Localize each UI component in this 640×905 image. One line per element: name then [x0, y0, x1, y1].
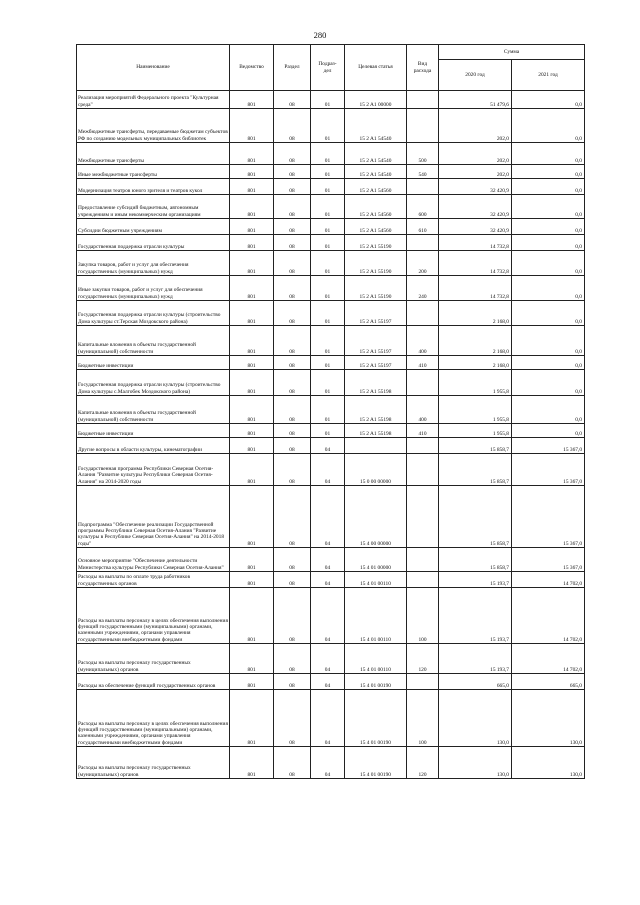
row-dept: 801 — [230, 396, 274, 424]
table-row — [77, 109, 585, 143]
row-sum-2020: 1 955,8 — [439, 370, 512, 396]
row-section: 08 — [274, 548, 311, 572]
row-sum-2020: 15 858,7 — [439, 454, 512, 486]
table-row — [77, 143, 585, 165]
row-exp-type: 400 — [407, 396, 439, 424]
row-name: Бюджетные инвестиции — [77, 424, 230, 438]
row-sum-2021: 15 367,0 — [512, 486, 585, 548]
table-row — [77, 179, 585, 195]
row-sum-2020: 1 955,8 — [439, 424, 512, 438]
row-subsection: 04 — [311, 548, 345, 572]
row-sum-2021: 0,0 — [512, 356, 585, 370]
table-row — [77, 644, 585, 674]
row-name: Межбюджетные трансферты, передаваемые бюджетам субъектов РФ по созданию модельных муниципальных библиотек — [77, 109, 230, 143]
row-sum-2020: 14 732,8 — [439, 276, 512, 301]
row-sum-2021: 0,0 — [512, 165, 585, 179]
row-subsection: 01 — [311, 195, 345, 219]
row-section: 08 — [274, 644, 311, 674]
row-name: Межбюджетные трансферты — [77, 143, 230, 165]
table-row — [77, 674, 585, 690]
row-exp-type: 240 — [407, 276, 439, 301]
row-exp-type: 200 — [407, 251, 439, 276]
row-subsection: 01 — [311, 370, 345, 396]
row-sum-2021: 0,0 — [512, 251, 585, 276]
row-sum-2020: 2 168,0 — [439, 301, 512, 326]
row-exp-type: 100 — [407, 588, 439, 644]
table-row — [77, 276, 585, 301]
row-name: Модернизация театров юного зрителя и театров кукол — [77, 179, 230, 195]
row-sum-2020: 51 479,6 — [439, 91, 512, 109]
row-subsection: 04 — [311, 438, 345, 454]
table-row — [77, 251, 585, 276]
row-target: 15 4 01 00110 — [345, 644, 407, 674]
row-subsection: 01 — [311, 143, 345, 165]
row-section: 08 — [274, 572, 311, 588]
row-sum-2020: 32 420,9 — [439, 219, 512, 235]
row-target: 15 2 A1 54540 — [345, 109, 407, 143]
row-name: Иные межбюджетные трансферты — [77, 165, 230, 179]
row-name: Государственная программа Республики Северная Осетия-Алания "Развитие культуры Республики Северная Осетия-Алания" на 2014-2020 годы — [77, 454, 230, 486]
table-row — [77, 690, 585, 747]
row-section: 08 — [274, 219, 311, 235]
row-subsection: 01 — [311, 235, 345, 251]
row-subsection: 04 — [311, 486, 345, 548]
row-sum-2021: 0,0 — [512, 276, 585, 301]
table-row — [77, 396, 585, 424]
row-sum-2021: 130,0 — [512, 690, 585, 747]
row-subsection: 01 — [311, 251, 345, 276]
row-exp-type — [407, 548, 439, 572]
row-name: Подпрограмма "Обеспечение реализации Государственной программы Республики Северная Осетия-Алания "Развитие культуры в Республике Северная Осетия-Алания" на 2014-2018 годы" — [77, 486, 230, 548]
row-dept: 801 — [230, 438, 274, 454]
row-sum-2020: 130,0 — [439, 690, 512, 747]
row-name: Расходы на выплаты персоналу в целях обеспечения выполнения функций государственными (муниципальными) органами, казенными учреждениями, органами управления государственными внебюджетными фондами — [77, 588, 230, 644]
row-exp-type — [407, 235, 439, 251]
row-sum-2021: 0,0 — [512, 396, 585, 424]
row-subsection: 01 — [311, 165, 345, 179]
row-sum-2020: 32 420,9 — [439, 179, 512, 195]
row-section: 08 — [274, 588, 311, 644]
row-sum-2020: 202,0 — [439, 143, 512, 165]
row-sum-2020: 665,0 — [439, 674, 512, 690]
row-section: 08 — [274, 91, 311, 109]
row-sum-2020: 32 420,9 — [439, 195, 512, 219]
row-name: Расходы на выплаты персоналу государственных (муниципальных) органов — [77, 644, 230, 674]
row-exp-type: 600 — [407, 195, 439, 219]
row-target: 15 2 A1 55197 — [345, 356, 407, 370]
row-section: 08 — [274, 396, 311, 424]
row-sum-2021: 0,0 — [512, 219, 585, 235]
row-name: Расходы на выплаты по оплате труда работников государственных органов — [77, 572, 230, 588]
row-dept: 801 — [230, 572, 274, 588]
row-section: 08 — [274, 356, 311, 370]
row-subsection: 01 — [311, 326, 345, 356]
row-exp-type — [407, 301, 439, 326]
row-sum-2021: 14 702,0 — [512, 572, 585, 588]
page-number: 280 — [313, 30, 327, 40]
row-sum-2020: 15 858,7 — [439, 548, 512, 572]
row-dept: 801 — [230, 195, 274, 219]
row-section: 08 — [274, 674, 311, 690]
row-exp-type — [407, 674, 439, 690]
row-section: 08 — [274, 235, 311, 251]
row-target: 15 2 A1 54540 — [345, 165, 407, 179]
row-sum-2021: 130,0 — [512, 747, 585, 779]
row-subsection: 04 — [311, 588, 345, 644]
row-subsection: 01 — [311, 356, 345, 370]
row-sum-2020: 15 858,7 — [439, 486, 512, 548]
row-section: 08 — [274, 370, 311, 396]
table-row — [77, 91, 585, 109]
row-subsection: 01 — [311, 109, 345, 143]
row-target: 15 2 A1 55198 — [345, 424, 407, 438]
header-exp-type: Вид расхода — [407, 45, 439, 91]
row-name: Государственная поддержка отрасли культуры (строительство Дома культуры с.Малгобек Моздокского района) — [77, 370, 230, 396]
row-name: Государственная поддержка отрасли культуры — [77, 235, 230, 251]
row-sum-2020: 15 193,7 — [439, 644, 512, 674]
row-dept: 801 — [230, 747, 274, 779]
table-row — [77, 438, 585, 454]
row-target: 15 2 A1 00000 — [345, 91, 407, 109]
budget-table — [76, 44, 585, 779]
row-dept: 801 — [230, 235, 274, 251]
row-section: 08 — [274, 251, 311, 276]
row-subsection: 04 — [311, 454, 345, 486]
row-dept: 801 — [230, 301, 274, 326]
row-target: 15 4 01 00110 — [345, 588, 407, 644]
row-target: 15 2 A1 55198 — [345, 396, 407, 424]
table-row — [77, 572, 585, 588]
row-sum-2021: 665,0 — [512, 674, 585, 690]
row-name: Другие вопросы в области культуры, кинематографии — [77, 438, 230, 454]
row-target: 15 4 00 00000 — [345, 486, 407, 548]
row-sum-2020: 2 168,0 — [439, 326, 512, 356]
row-target: 15 2 A1 55190 — [345, 235, 407, 251]
row-target: 15 2 A1 55197 — [345, 326, 407, 356]
table-row — [77, 424, 585, 438]
row-exp-type — [407, 109, 439, 143]
row-subsection: 01 — [311, 396, 345, 424]
row-target: 15 2 A1 54540 — [345, 143, 407, 165]
row-exp-type: 540 — [407, 165, 439, 179]
table-row — [77, 356, 585, 370]
row-target: 15 0 00 00000 — [345, 454, 407, 486]
row-sum-2021: 0,0 — [512, 179, 585, 195]
row-section: 08 — [274, 109, 311, 143]
row-section: 08 — [274, 747, 311, 779]
row-sum-2020: 130,0 — [439, 747, 512, 779]
row-dept: 801 — [230, 370, 274, 396]
row-name: Бюджетные инвестиции — [77, 356, 230, 370]
row-sum-2021: 15 367,0 — [512, 438, 585, 454]
row-section: 08 — [274, 690, 311, 747]
row-sum-2020: 14 732,8 — [439, 251, 512, 276]
row-target: 15 4 01 00190 — [345, 690, 407, 747]
row-section: 08 — [274, 276, 311, 301]
table-header — [77, 45, 585, 91]
row-subsection: 01 — [311, 219, 345, 235]
table-row — [77, 370, 585, 396]
row-sum-2020: 15 858,7 — [439, 438, 512, 454]
row-section: 08 — [274, 143, 311, 165]
row-name: Капитальные вложения в объекты государственной (муниципальной) собственности — [77, 396, 230, 424]
row-dept: 801 — [230, 588, 274, 644]
table-row — [77, 235, 585, 251]
header-subsection: Подраз- дел — [311, 45, 345, 91]
header-sum: Сумма — [439, 45, 585, 60]
table-row — [77, 588, 585, 644]
row-dept: 801 — [230, 143, 274, 165]
row-dept: 801 — [230, 91, 274, 109]
row-sum-2020: 2 168,0 — [439, 356, 512, 370]
table-row — [77, 301, 585, 326]
row-sum-2021: 15 367,0 — [512, 454, 585, 486]
row-section: 08 — [274, 301, 311, 326]
row-name: Иные закупки товаров, работ и услуг для обеспечения государственных (муниципальных) нужд — [77, 276, 230, 301]
row-target: 15 2 A1 54560 — [345, 179, 407, 195]
row-target: 15 4 01 00190 — [345, 747, 407, 779]
row-dept: 801 — [230, 356, 274, 370]
row-dept: 801 — [230, 424, 274, 438]
row-name: Расходы на выплаты персоналу государственных (муниципальных) органов — [77, 747, 230, 779]
row-subsection: 01 — [311, 424, 345, 438]
row-sum-2020: 202,0 — [439, 165, 512, 179]
row-name: Капитальные вложения в объекты государственной (муниципальной) собственности — [77, 326, 230, 356]
row-target: 15 2 A1 55198 — [345, 370, 407, 396]
row-sum-2020: 15 193,7 — [439, 588, 512, 644]
row-dept: 801 — [230, 486, 274, 548]
row-target — [345, 438, 407, 454]
row-exp-type — [407, 572, 439, 588]
row-exp-type — [407, 454, 439, 486]
row-target: 15 4 01 00000 — [345, 548, 407, 572]
row-dept: 801 — [230, 219, 274, 235]
row-name: Государственная поддержка отрасли культуры (строительство Дома культуры ст.Терская Моздокского района) — [77, 301, 230, 326]
row-subsection: 01 — [311, 179, 345, 195]
row-section: 08 — [274, 165, 311, 179]
row-section: 08 — [274, 179, 311, 195]
row-sum-2020: 14 732,8 — [439, 235, 512, 251]
header-2021: 2021 год — [512, 60, 585, 91]
row-dept: 801 — [230, 276, 274, 301]
row-section: 08 — [274, 454, 311, 486]
row-dept: 801 — [230, 251, 274, 276]
row-sum-2021: 0,0 — [512, 370, 585, 396]
row-exp-type — [407, 486, 439, 548]
table-row — [77, 747, 585, 779]
header-section: Раздел — [274, 45, 311, 91]
row-section: 08 — [274, 195, 311, 219]
row-name: Расходы на выплаты персоналу в целях обеспечения выполнения функций государственными (муниципальными) органами, казенными учреждениями, органами управления государственными внебюджетными фондами — [77, 690, 230, 747]
row-section: 08 — [274, 424, 311, 438]
row-name: Предоставление субсидий бюджетным, автономным учреждениям и иным некоммерческим организациям — [77, 195, 230, 219]
table-row — [77, 219, 585, 235]
row-sum-2021: 0,0 — [512, 301, 585, 326]
row-exp-type: 120 — [407, 644, 439, 674]
row-section: 08 — [274, 438, 311, 454]
row-sum-2021: 0,0 — [512, 195, 585, 219]
row-name: Закупка товаров, работ и услуг для обеспечения государственных (муниципальных) нужд — [77, 251, 230, 276]
row-sum-2021: 0,0 — [512, 424, 585, 438]
row-sum-2021: 0,0 — [512, 143, 585, 165]
row-subsection: 04 — [311, 644, 345, 674]
row-sum-2021: 0,0 — [512, 91, 585, 109]
row-exp-type: 410 — [407, 356, 439, 370]
header-target: Целевая статья — [345, 45, 407, 91]
row-sum-2021: 0,0 — [512, 109, 585, 143]
row-exp-type: 410 — [407, 424, 439, 438]
row-exp-type: 120 — [407, 747, 439, 779]
row-target: 15 2 A1 55197 — [345, 301, 407, 326]
row-subsection: 04 — [311, 674, 345, 690]
row-exp-type: 500 — [407, 143, 439, 165]
table-row — [77, 548, 585, 572]
row-name: Субсидии бюджетным учреждениям — [77, 219, 230, 235]
row-sum-2021: 0,0 — [512, 235, 585, 251]
row-section: 08 — [274, 326, 311, 356]
table-row — [77, 454, 585, 486]
row-sum-2021: 15 367,0 — [512, 548, 585, 572]
row-dept: 801 — [230, 179, 274, 195]
row-subsection: 01 — [311, 301, 345, 326]
header-name: Наименование — [77, 45, 230, 91]
row-dept: 801 — [230, 165, 274, 179]
row-subsection: 01 — [311, 276, 345, 301]
row-sum-2020: 202,0 — [439, 109, 512, 143]
row-dept: 801 — [230, 690, 274, 747]
row-target: 15 2 A1 55190 — [345, 276, 407, 301]
row-sum-2020: 15 193,7 — [439, 572, 512, 588]
row-dept: 801 — [230, 454, 274, 486]
header-dept: Ведомство — [230, 45, 274, 91]
row-section: 08 — [274, 486, 311, 548]
row-dept: 801 — [230, 109, 274, 143]
row-subsection: 01 — [311, 91, 345, 109]
row-exp-type — [407, 179, 439, 195]
row-target: 15 4 01 00190 — [345, 674, 407, 690]
row-exp-type — [407, 438, 439, 454]
table-body — [77, 91, 585, 779]
row-sum-2021: 14 702,0 — [512, 644, 585, 674]
row-subsection: 04 — [311, 690, 345, 747]
table-row — [77, 195, 585, 219]
row-exp-type: 610 — [407, 219, 439, 235]
header-2020: 2020 год — [439, 60, 512, 91]
row-exp-type: 100 — [407, 690, 439, 747]
row-target: 15 2 A1 54560 — [345, 219, 407, 235]
row-target: 15 2 A1 54560 — [345, 195, 407, 219]
row-target: 15 2 A1 55190 — [345, 251, 407, 276]
row-name: Расходы на обеспечение функций государственных органов — [77, 674, 230, 690]
row-name: Реализация мероприятий Федерального проекта "Культурная среда" — [77, 91, 230, 109]
row-dept: 801 — [230, 548, 274, 572]
row-sum-2020: 1 955,8 — [439, 396, 512, 424]
row-exp-type — [407, 91, 439, 109]
row-subsection: 04 — [311, 747, 345, 779]
row-exp-type — [407, 370, 439, 396]
table-row — [77, 165, 585, 179]
row-sum-2021: 14 702,0 — [512, 588, 585, 644]
row-sum-2021: 0,0 — [512, 326, 585, 356]
row-subsection: 04 — [311, 572, 345, 588]
row-name: Основное мероприятие "Обеспечение деятельности Министерства культуры Республики Северная Осетия-Алания" — [77, 548, 230, 572]
row-dept: 801 — [230, 326, 274, 356]
row-dept: 801 — [230, 674, 274, 690]
table-row — [77, 326, 585, 356]
row-target: 15 4 01 00110 — [345, 572, 407, 588]
table-row — [77, 486, 585, 548]
row-exp-type: 400 — [407, 326, 439, 356]
row-dept: 801 — [230, 644, 274, 674]
